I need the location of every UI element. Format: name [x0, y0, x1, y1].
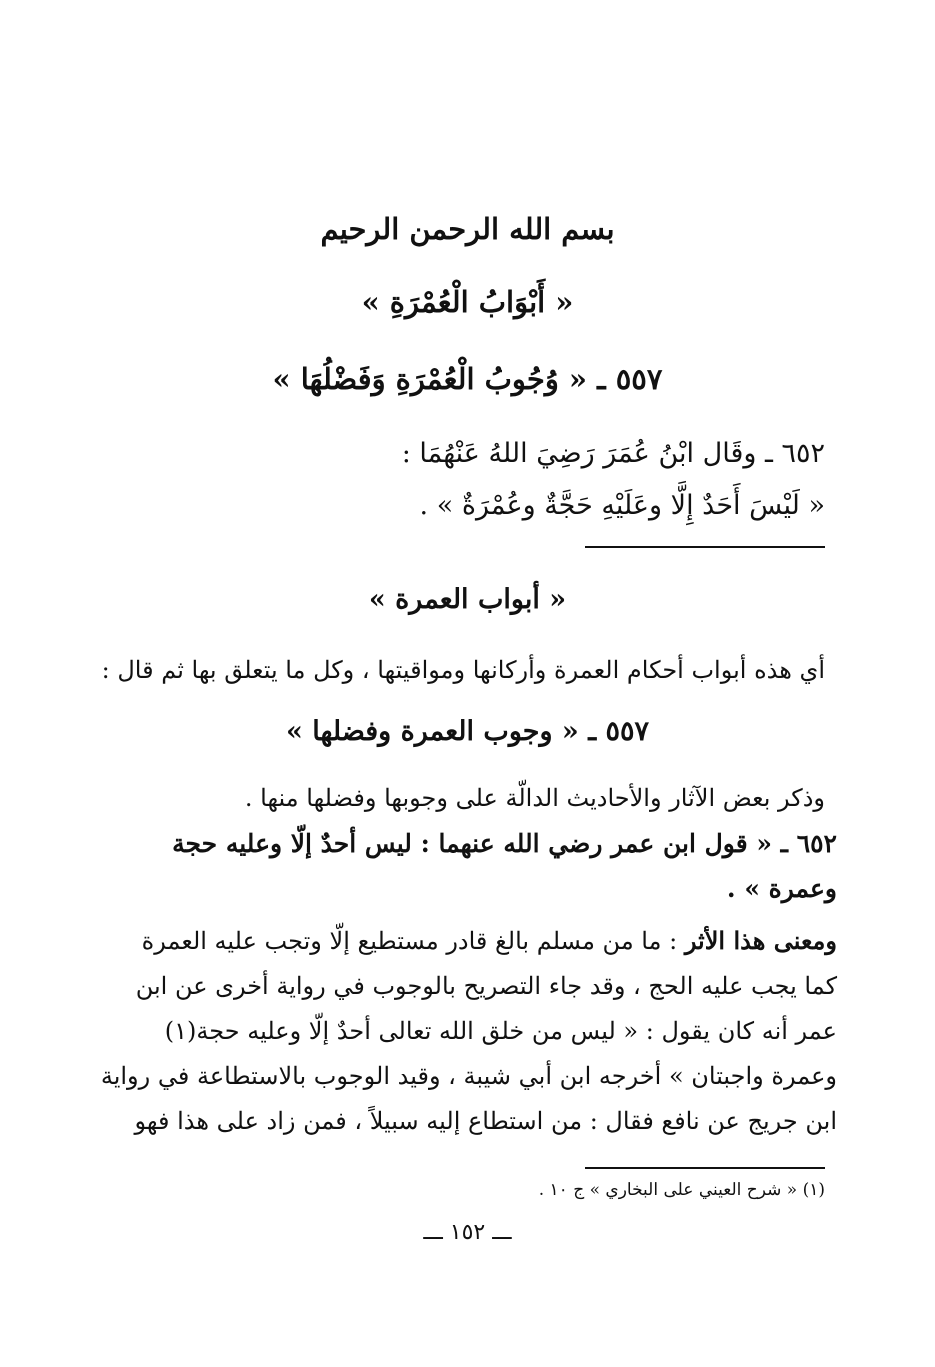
- basmala: بسم الله الرحمن الرحيم: [320, 212, 615, 246]
- matn-separator-rule: [585, 546, 825, 548]
- commentary-hadith-line-1: ٦٥٢ ـ « قول ابن عمر رضي الله عنهما : ليس أحدٌ إلّا وعليه حجة: [172, 829, 837, 858]
- matn-hadith-line-2: « لَيْسَ أَحَدٌ إِلَّا وعَلَيْهِ حَجَّةٌ وعُمْرَةٌ » .: [419, 490, 825, 521]
- paragraph-line-3: عمر أنه كان يقول : « ليس من خلق الله تعالى أحدٌ إلّا وعليه حجة(١): [164, 1017, 837, 1045]
- footnote-separator-rule: [585, 1167, 825, 1169]
- paragraph-line-2: كما يجب عليه الحج ، وقد جاء التصريح بالوجوب في رواية أخرى عن ابن: [135, 972, 837, 1000]
- commentary-chapter-title: « أبواب العمرة »: [368, 584, 567, 615]
- matn-section-title: ٥٥٧ ـ « وُجُوبُ الْعُمْرَةِ وَفَضْلُهَا »: [272, 362, 663, 396]
- paragraph-line-1-text: : ما من مسلم بالغ قادر مستطيع إلّا وتجب عليه العمرة: [141, 927, 685, 955]
- matn-hadith-line-1: ٦٥٢ ـ وقَال ابْنُ عُمَرَ رَضِيَ اللهُ عَنْهُمَا :: [401, 438, 825, 469]
- commentary-hadith-line-2: وعمرة » .: [726, 874, 837, 903]
- commentary-section-title: ٥٥٧ ـ « وجوب العمرة وفضلها »: [285, 716, 650, 747]
- paragraph-line-4: وعمرة واجبتان » أخرجه ابن أبي شيبة ، وقيد الوجوب بالاستطاعة في رواية: [100, 1062, 837, 1090]
- paragraph-line-5: ابن جريج عن نافع فقال : من استطاع إليه سبيلاً ، فمن زاد على هذا فهو: [134, 1107, 837, 1135]
- paragraph-line-1: [101, 918, 837, 964]
- meaning-label: ومعنى هذا الأثر: [684, 926, 837, 955]
- footnote: (١) « شرح العيني على البخاري » ج ١٠ .: [538, 1180, 825, 1200]
- commentary-chapter-description: أي هذه أبواب أحكام العمرة وأركانها ومواقيتها ، وكل ما يتعلق بها ثم قال :: [101, 656, 825, 684]
- commentary-paragraph: [101, 918, 837, 1144]
- page-number: ـــ ١٥٢ ـــ: [423, 1220, 512, 1245]
- commentary-section-description: وذكر بعض الآثار والأحاديث الدالّة على وجوبها وفضلها منها .: [244, 784, 825, 812]
- matn-chapter-title: « أَبْوَابُ الْعُمْرَةِ »: [361, 285, 574, 319]
